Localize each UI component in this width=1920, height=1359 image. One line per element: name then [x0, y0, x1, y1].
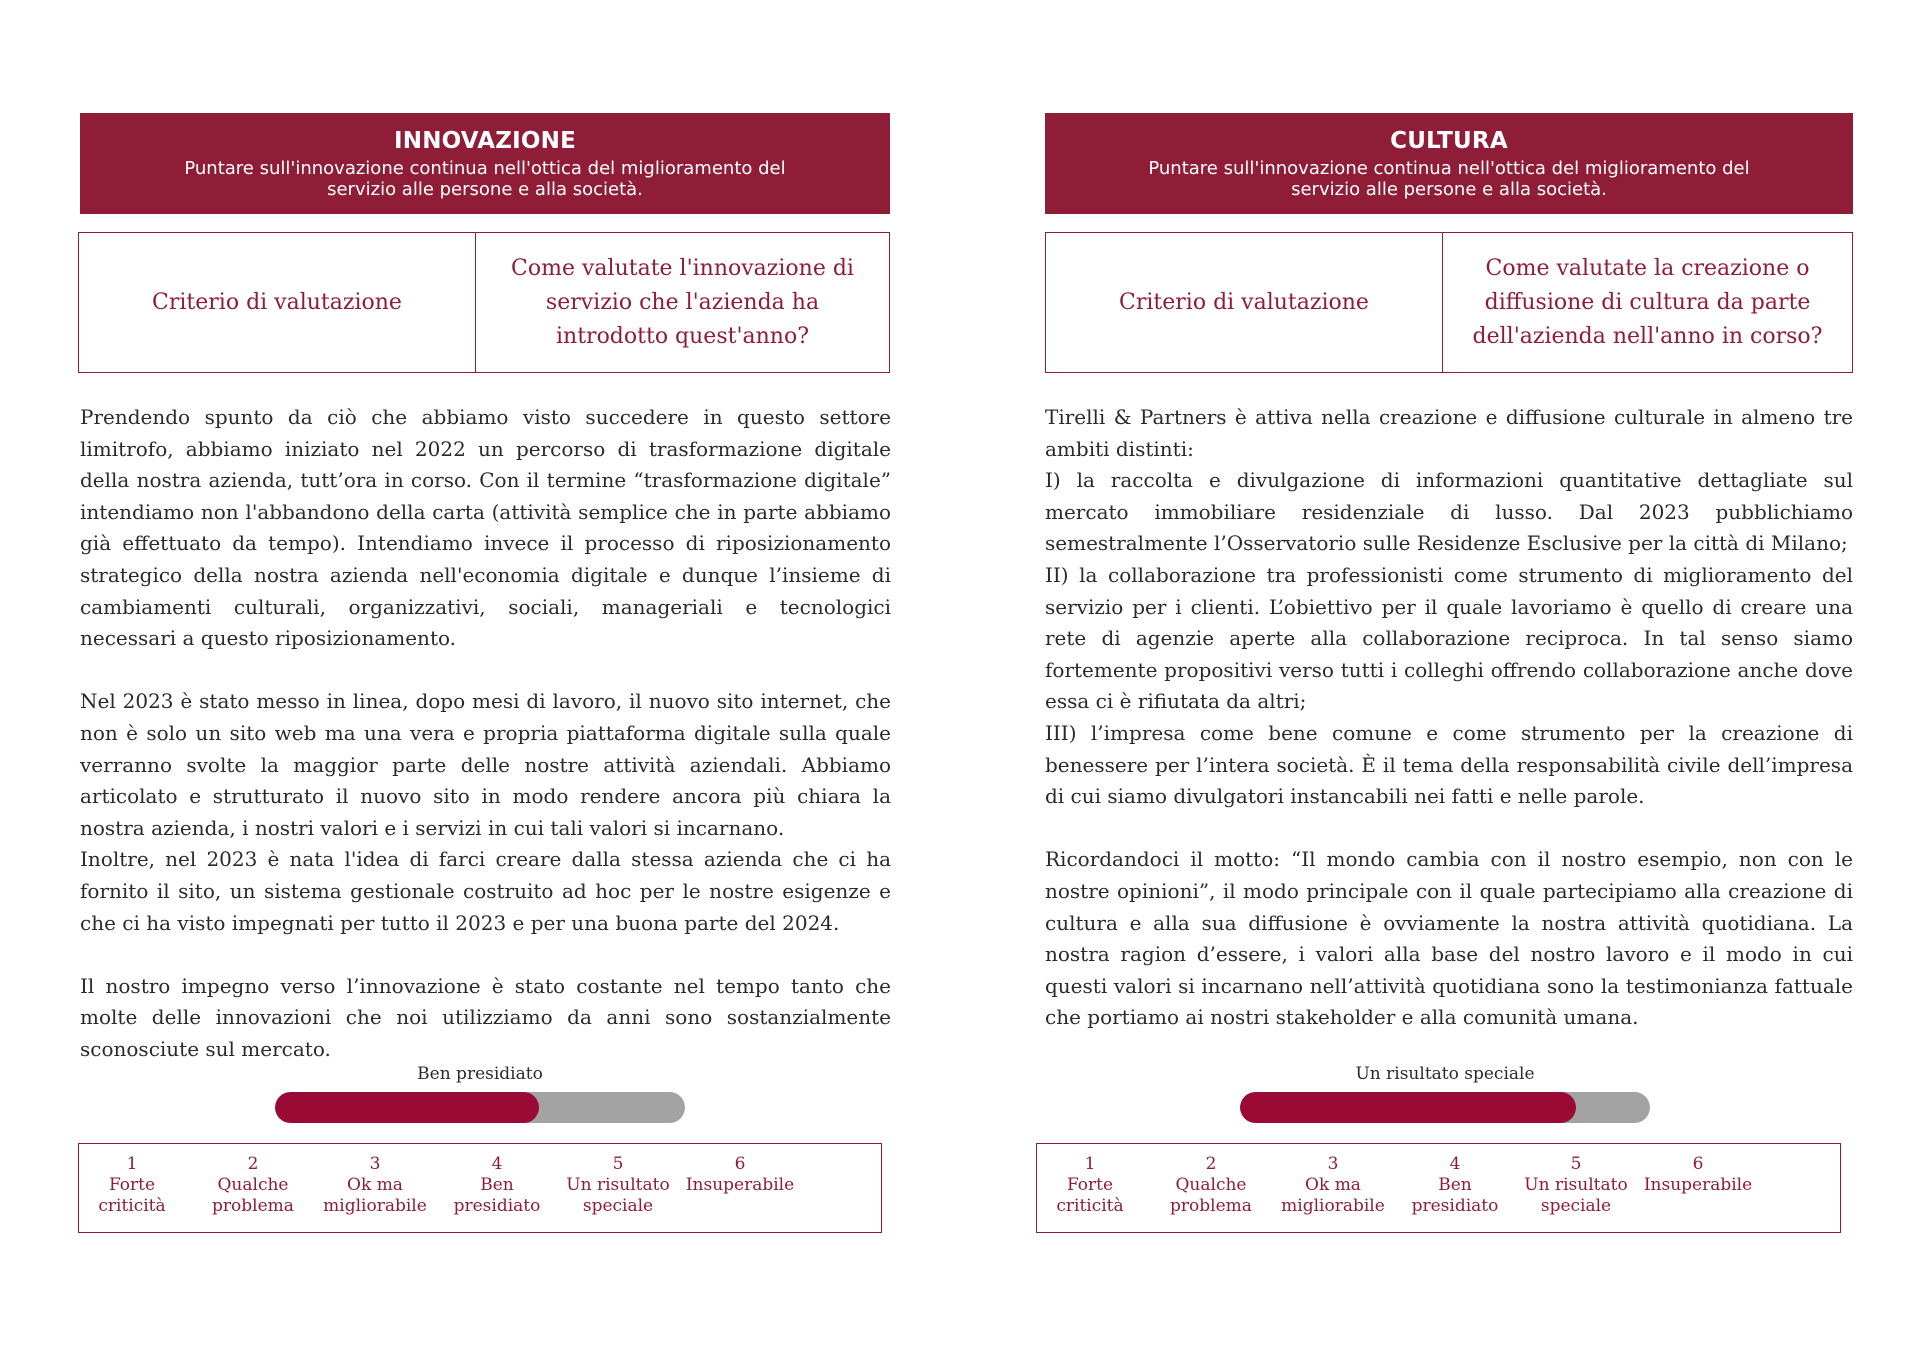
scale-label: speciale [1540, 1196, 1612, 1216]
scale-item [553, 1154, 683, 1217]
scale-item [1633, 1154, 1763, 1196]
scale-label: criticità [98, 1196, 166, 1216]
scale-label: criticità [1056, 1196, 1124, 1216]
scale-label: problema [212, 1196, 294, 1216]
scale-label: problema [1170, 1196, 1252, 1216]
rating-scale [1036, 1143, 1841, 1233]
scale-label: migliorabile [1281, 1196, 1385, 1216]
paragraph: II) la collaborazione tra professionisti come strumento di miglioramento del servizio per i clienti. L’obiettivo per il quale lavoriamo è quello di creare una rete di agenzie aperte alla collaborazione reciproca. In tal senso siamo fortemente propositivi verso tutti i colleghi offrendo collaborazione anche dove essa ci è rifiutata da altri; [1045, 562, 1853, 714]
criteria-question: Come valutate la creazione o diffusione di cultura da parte dell'azienda nell'anno in corso? [1472, 255, 1823, 349]
paragraph: Ricordandoci il motto: “Il mondo cambia con il nostro esempio, non con le nostre opinioni”, il modo principale con il quale partecipiamo alla creazione di cultura e alla sua diffusione è ovviamente la nostra attività quotidiana. La nostra ragion d’essere, i valori alla base del nostro lavoro e il modo in cui questi valori si incarnano nell’attività quotidiana sono la testimonianza fattuale che portiamo ai nostri stakeholder e alla comunità umana. [1045, 847, 1853, 1030]
scale-label: Insuperabile [685, 1175, 795, 1195]
scale-number: 1 [126, 1154, 138, 1174]
section-subtitle: Puntare sull'innovazione continua nell'ottica del miglioramento del servizio alle persone e alla società. [1148, 158, 1750, 200]
right-page [960, 0, 1920, 1359]
scale-label: Ben [480, 1175, 514, 1195]
scale-label: Ok ma [347, 1175, 403, 1195]
scale-item [1511, 1154, 1641, 1217]
scale-number: 4 [1449, 1154, 1461, 1174]
scale-item [432, 1154, 562, 1217]
scale-item [188, 1154, 318, 1217]
rating-bar [1240, 1092, 1650, 1123]
rating-label: Un risultato speciale [1355, 1064, 1535, 1084]
paragraph-gap [80, 939, 891, 971]
section-title: CULTURA [1390, 128, 1508, 154]
scale-label: Ben [1438, 1175, 1472, 1195]
scale-number: 3 [369, 1154, 381, 1174]
criteria-question: Come valutate l'innovazione di servizio che l'azienda ha introdotto quest'anno? [511, 255, 854, 349]
scale-number: 6 [734, 1154, 746, 1174]
paragraph: I) la raccolta e divulgazione di informazioni quantitative dettagliate sul mercato immobiliare residenziale di lusso. Dal 2023 pubblichiamo semestralmente l’Osservatorio sulle Residenze Esclusive per la città di Milano; [1045, 468, 1853, 556]
scale-number: 1 [1084, 1154, 1096, 1174]
scale-item [1390, 1154, 1520, 1217]
rating-bar-fill [1240, 1092, 1576, 1123]
paragraph-gap [1045, 813, 1853, 845]
scale-number: 5 [1570, 1154, 1582, 1174]
paragraph: III) l’impresa come bene comune e come strumento per la creazione di benessere per l’intera società. È il tema della responsabilità civile dell’impresa di cui siamo divulgatori instancabili nei fatti e nelle parole. [1045, 720, 1853, 809]
scale-label: Ok ma [1305, 1175, 1361, 1195]
scale-item [1025, 1154, 1155, 1217]
scale-label: Qualche [217, 1175, 289, 1195]
section-banner [1045, 113, 1853, 214]
paragraph: Inoltre, nel 2023 è nata l'idea di farci creare dalla stessa azienda che ci ha fornito il sito, un sistema gestionale costruito ad hoc per le nostre esigenze e che ci ha visto impegnati per tutto il 2023 e per una buona parte del 2024. [80, 847, 891, 935]
section-subtitle: Puntare sull'innovazione continua nell'ottica del miglioramento del servizio alle persone e alla società. [184, 158, 786, 200]
scale-label: Un risultato [1524, 1175, 1628, 1195]
scale-label: Forte [1066, 1175, 1114, 1195]
scale-number: 6 [1692, 1154, 1704, 1174]
rating-label: Ben presidiato [417, 1064, 543, 1084]
scale-number: 3 [1327, 1154, 1339, 1174]
scale-label: Qualche [1175, 1175, 1247, 1195]
scale-label: migliorabile [323, 1196, 427, 1216]
scale-item [67, 1154, 197, 1217]
scale-item [310, 1154, 440, 1217]
body-text [1045, 402, 1853, 1034]
scale-label: speciale [582, 1196, 654, 1216]
scale-label: Forte [108, 1175, 156, 1195]
scale-number: 5 [612, 1154, 624, 1174]
scale-item [675, 1154, 805, 1196]
section-banner [80, 113, 890, 214]
paragraph: Tirelli & Partners è attiva nella creazione e diffusione culturale in almeno tre ambiti distinti: [1045, 405, 1853, 461]
paragraph: Nel 2023 è stato messo in linea, dopo mesi di lavoro, il nuovo sito internet, che non è solo un sito web ma una vera e propria piattaforma digitale sulla quale verranno svolte la maggior parte delle nostre attività aziendali. Abbiamo articolato e strutturato il nuovo sito in modo rendere ancora più chiara la nostra azienda, i nostri valori e i servizi in cui tali valori si incarnano. [80, 689, 891, 840]
criteria-label: Criterio di valutazione [79, 233, 476, 372]
criteria-table [78, 232, 890, 373]
rating-scale [78, 1143, 882, 1233]
scale-number: 2 [1205, 1154, 1217, 1174]
criteria-label: Criterio di valutazione [1046, 233, 1443, 372]
rating-bar [275, 1092, 685, 1123]
scale-label: Un risultato [566, 1175, 670, 1195]
paragraph: Il nostro impegno verso l’innovazione è stato costante nel tempo tanto che molte delle innovazioni che noi utilizziamo da anni sono sostanzialmente sconosciute sul mercato. [80, 973, 891, 1061]
scale-label: presidiato [453, 1196, 541, 1216]
scale-item [1268, 1154, 1398, 1217]
paragraph: Prendendo spunto da ciò che abbiamo visto succedere in questo settore limitrofo, abbiamo iniziato nel 2022 un percorso di trasformazione digitale della nostra azienda, tutt’ora in corso. Con il termine “trasformazione digitale” intendiamo non l'abbandono della carta (attività semplice che in parte abbiamo già effettuato da tempo). Intendiamo invece il processo di riposizionamento strategico della nostra azienda nell'economia digitale e dunque l’insieme di cambiamenti culturali, organizzativi, sociali, manageriali e tecnologici necessari a questo riposizionamento. [80, 405, 891, 651]
rating-bar-fill [275, 1092, 539, 1123]
scale-label: presidiato [1411, 1196, 1499, 1216]
body-text [80, 402, 891, 1065]
scale-number: 2 [247, 1154, 259, 1174]
section-title: INNOVAZIONE [394, 128, 576, 154]
scale-number: 4 [491, 1154, 503, 1174]
scale-item [1146, 1154, 1276, 1217]
criteria-table [1045, 232, 1853, 373]
scale-label: Insuperabile [1643, 1175, 1753, 1195]
paragraph-gap [80, 655, 891, 687]
